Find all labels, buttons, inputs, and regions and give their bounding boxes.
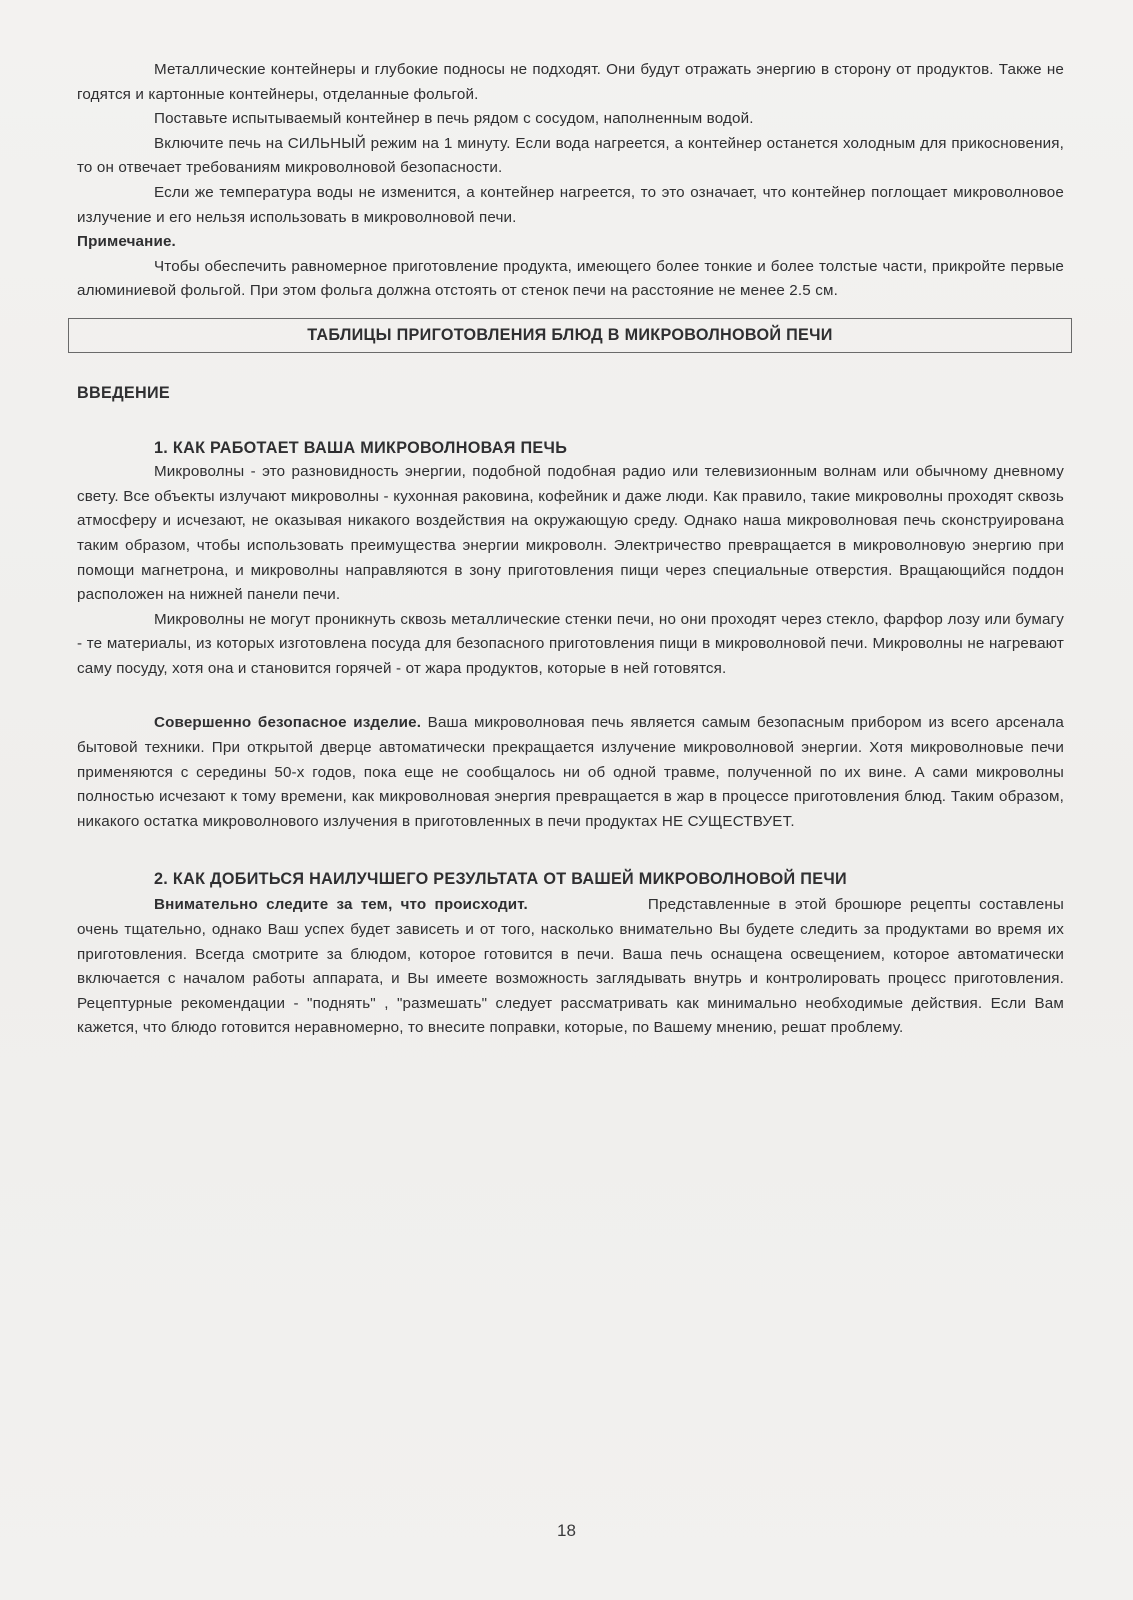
- section-1-paragraph-1: Микроволны - это разновидность энергии, подобной подобная радио или телевизионным волнам или обычному дневному свету. Все объекты излучают микроволны - кухонная раковина, кофейник и даже люди. Как правило, такие микроволны проходят сквозь атмосферу и исчезают, не оказывая никакого воздействия на окружающую среду. Однако наша микроволновая печь сконструирована таким образом, чтобы использовать преимущества энергии микроволн. Электричество превращается в микроволновую энергию при помощи магнетрона, и микроволны направляются в зону приготовления пищи через специальные отверстия. Вращающийся поддон расположен на нижней панели печи.: [77, 463, 1064, 604]
- note-heading: Примечание.: [77, 233, 176, 251]
- paragraph-high-mode-test: Включите печь на СИЛЬНЫЙ режим на 1 минуту. Если вода нагреется, а контейнер останется холодным для прикосновения, то он отвечает требованиям микроволновой безопасности.: [77, 134, 1064, 177]
- section-1-paragraph-2: Микроволны не могут проникнуть сквозь металлические стенки печи, но они проходят через стекло, фарфор лозу или бумагу - те материалы, из которых изготовлена посуда для безопасного приготовления пищи в микроволновой печи. Микроволны не нагревают саму посуду, хотя она и становится горячей - от жара продуктов, которые в ней готовятся.: [77, 610, 1064, 677]
- safety-text: Ваша микроволновая печь является самым безопасным прибором из всего арсенала бытовой техники. При открытой дверце автоматически прекращается излучение микроволновой энергии. Хотя микроволновые печи применяются с середины 50-х годов, пока еще не сообщалось ни об одной травме, полученной по их вине. А сами микроволны полностью исчезают к тому времени, как микроволновая энергия превращается в жар в процессе приготовления блюд. Таким образом, никакого остатка микроволнового излучения в приготовленных в печи продуктах НЕ СУЩЕСТВУЕТ.: [77, 714, 1064, 830]
- paragraph-metal-containers: Металлические контейнеры и глубокие подносы не подходят. Они будут отражать энергию в сторону от продуктов. Также не годятся и картонные контейнеры, отделанные фольгой.: [77, 61, 1064, 103]
- section-2-paragraph: [77, 893, 1064, 1041]
- section-1-heading: 1. КАК РАБОТАЕТ ВАША МИКРОВОЛНОВАЯ ПЕЧЬ: [154, 438, 568, 457]
- page-content: [77, 58, 1064, 1041]
- section-2-text: Представленные в этой брошюре рецепты составлены очень тщательно, однако Ваш успех будет зависеть и от того, насколько внимательно Вы будете следить за продуктами во время их приготовления. Всегда смотрите за блюдом, которое готовится в печи. Ваша печь оснащена освещением, которое автоматически включается с началом работы аппарата, и Вы имеете возможность заглядывать внутрь и контролировать процесс приготовления. Рецептурные рекомендации - "поднять" , "размешать" следует рассматривать как минимально необходимые действия. Если Вам кажется, что блюдо готовится неравномерно, то внесите поправки, которые, по Вашему мнению, решат проблему.: [77, 896, 1064, 1037]
- section-2-lead: Внимательно следите за тем, что происходит.: [154, 896, 528, 914]
- safety-paragraph: [77, 711, 1064, 834]
- safety-lead: Совершенно безопасное изделие.: [154, 714, 422, 732]
- note-text: Чтобы обеспечить равномерное приготовление продукта, имеющего более тонкие и более толстые части, прикройте первые алюминиевой фольгой. При этом фольга должна отстоять от стенок печи на расстояние не менее 2.5 см.: [77, 257, 1064, 300]
- paragraph-test-container: Поставьте испытываемый контейнер в печь рядом с сосудом, наполненным водой.: [154, 110, 754, 128]
- section-title-box: ТАБЛИЦЫ ПРИГОТОВЛЕНИЯ БЛЮД В МИКРОВОЛНОВОЙ ПЕЧИ: [68, 318, 1072, 353]
- page-number: 18: [557, 1521, 576, 1540]
- paragraph-absorption: Если же температура воды не изменится, а контейнер нагреется, то это означает, что контейнер поглощает микроволновое излучение и его нельзя использовать в микроволновой печи.: [77, 183, 1064, 226]
- section-2-heading: 2. КАК ДОБИТЬСЯ НАИЛУЧШЕГО РЕЗУЛЬТАТА ОТ ВАШЕЙ МИКРОВОЛНОВОЙ ПЕЧИ: [154, 870, 847, 889]
- introduction-heading: ВВЕДЕНИЕ: [77, 383, 171, 402]
